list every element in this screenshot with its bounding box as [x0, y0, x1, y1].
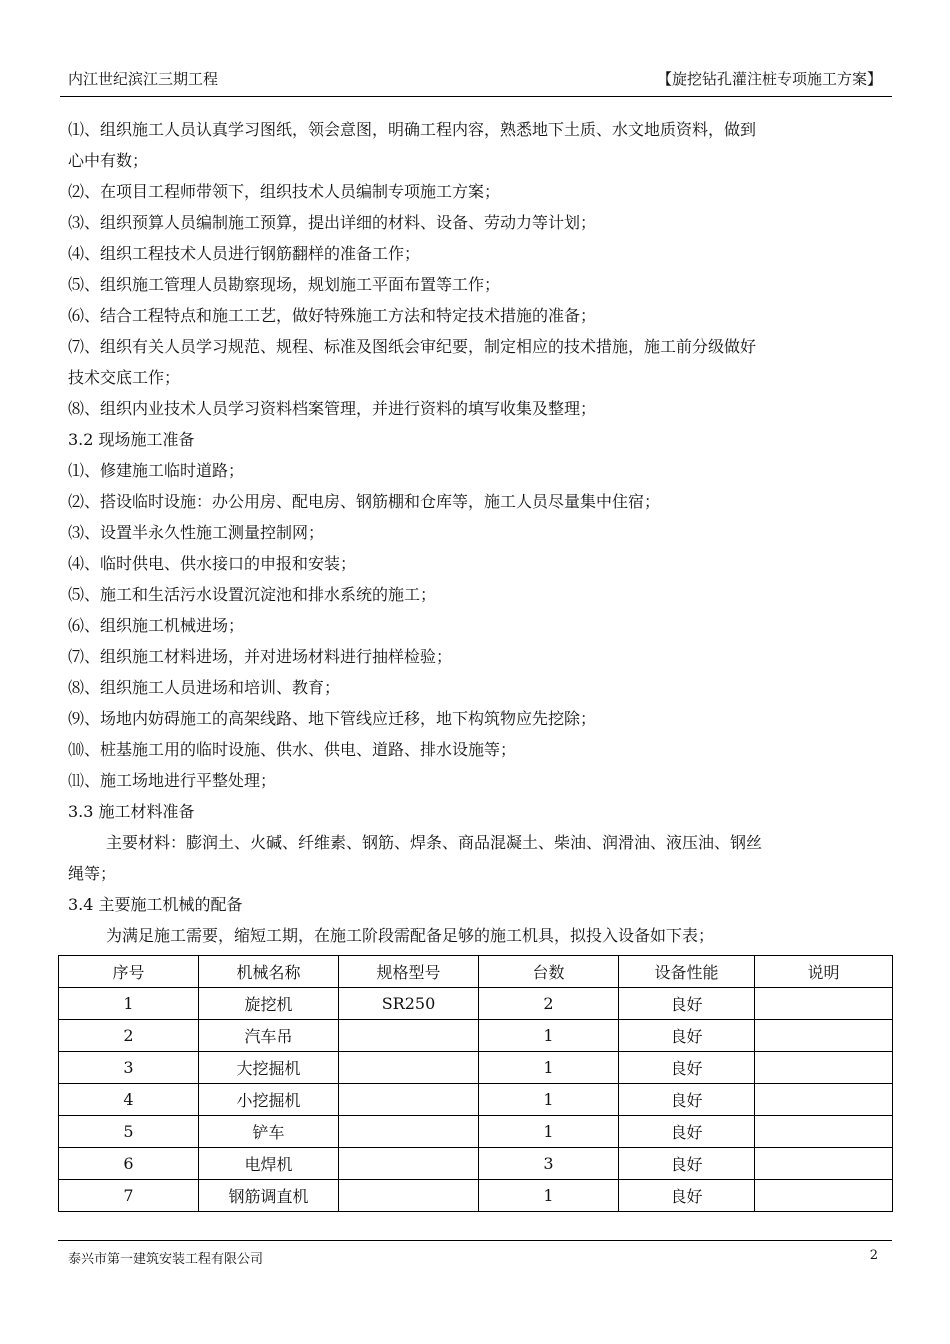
table-cell: 小挖掘机	[199, 1084, 339, 1116]
table-cell	[755, 1020, 893, 1052]
table-header-row	[59, 956, 893, 988]
paragraph-line: 技术交底工作；	[68, 368, 181, 387]
table-row	[59, 1020, 893, 1052]
table-cell: 良好	[619, 1148, 755, 1180]
table-row	[59, 988, 893, 1020]
footer-company-name: 泰兴市第一建筑安装工程有限公司	[68, 1252, 264, 1267]
page-header	[68, 68, 882, 94]
paragraph-line: ⑷、临时供电、供水接口的申报和安装；	[68, 554, 357, 573]
table-cell: 5	[59, 1116, 199, 1148]
table-cell: 旋挖机	[199, 988, 339, 1020]
table-cell: 1	[59, 988, 199, 1020]
table-cell	[755, 1116, 893, 1148]
paragraph-line: ⑴、组织施工人员认真学习图纸，领会意图，明确工程内容，熟悉地下土质、水文地质资料，做到	[68, 120, 757, 139]
table-cell: 1	[479, 1020, 619, 1052]
table-cell: 1	[479, 1180, 619, 1212]
table-cell: 3	[479, 1148, 619, 1180]
paragraph-line: ⑶、组织预算人员编制施工预算，提出详细的材料、设备、劳动力等计划；	[68, 213, 597, 232]
table-cell: 2	[479, 988, 619, 1020]
table-cell	[339, 1180, 479, 1212]
table-cell	[755, 1052, 893, 1084]
table-cell	[339, 1084, 479, 1116]
paragraph-line: ⑻、组织内业技术人员学习资料档案管理，并进行资料的填写收集及整理；	[68, 399, 597, 418]
column-header-model: 规格型号	[339, 956, 479, 988]
section-heading: 3.2 现场施工准备	[68, 430, 195, 449]
page-number: 2	[869, 1248, 878, 1263]
table-cell: 电焊机	[199, 1148, 339, 1180]
column-header-notes: 说明	[755, 956, 893, 988]
equipment-table	[58, 955, 893, 1212]
table-cell: 3	[59, 1052, 199, 1084]
table-cell	[755, 1180, 893, 1212]
header-project-name: 内江世纪滨江三期工程	[68, 70, 219, 88]
paragraph-line: ⑺、组织有关人员学习规范、规程、标准及图纸会审纪要，制定相应的技术措施，施工前分级做好	[68, 337, 757, 356]
table-cell: 1	[479, 1084, 619, 1116]
paragraph-line: ⑴、修建施工临时道路；	[68, 461, 245, 480]
table-row	[59, 1116, 893, 1148]
table-cell	[339, 1148, 479, 1180]
table-cell: 大挖掘机	[199, 1052, 339, 1084]
table-cell	[339, 1020, 479, 1052]
table-cell: 良好	[619, 1052, 755, 1084]
paragraph-line: ⑸、施工和生活污水设置沉淀池和排水系统的施工；	[68, 585, 437, 604]
table-cell: 7	[59, 1180, 199, 1212]
section-heading: 3.4 主要施工机械的配备	[68, 895, 243, 914]
column-header-condition: 设备性能	[619, 956, 755, 988]
paragraph-line: ⑽、桩基施工用的临时设施、供水、供电、道路、排水设施等；	[68, 740, 517, 759]
table-cell: 1	[479, 1116, 619, 1148]
paragraph-line: ⑶、设置半永久性施工测量控制网；	[68, 523, 325, 542]
column-header-index: 序号	[59, 956, 199, 988]
header-divider	[60, 96, 892, 97]
paragraph-line: ⑸、组织施工管理人员勘察现场，规划施工平面布置等工作；	[68, 275, 501, 294]
paragraph-line: 绳等；	[68, 864, 117, 883]
footer-divider	[58, 1240, 892, 1241]
header-document-title: 【旋挖钻孔灌注桩专项施工方案】	[656, 70, 882, 88]
paragraph-line: 为满足施工需要，缩短工期，在施工阶段需配备足够的施工机具，拟投入设备如下表；	[106, 926, 715, 945]
table-cell: SR250	[339, 988, 479, 1020]
table-row	[59, 1052, 893, 1084]
table-cell: 良好	[619, 988, 755, 1020]
table-cell	[755, 1148, 893, 1180]
section-heading: 3.3 施工材料准备	[68, 802, 195, 821]
paragraph-line: ⑾、施工场地进行平整处理；	[68, 771, 277, 790]
paragraph-line: 心中有数；	[68, 151, 149, 170]
table-cell: 良好	[619, 1116, 755, 1148]
paragraph-line: ⑼、场地内妨碍施工的高架线路、地下管线应迁移，地下构筑物应先挖除；	[68, 709, 597, 728]
table-cell	[339, 1116, 479, 1148]
table-cell	[339, 1052, 479, 1084]
paragraph-line: ⑺、组织施工材料进场，并对进场材料进行抽样检验；	[68, 647, 453, 666]
table-cell: 4	[59, 1084, 199, 1116]
paragraph-line: ⑵、在项目工程师带领下，组织技术人员编制专项施工方案；	[68, 182, 501, 201]
table-cell	[755, 1084, 893, 1116]
table-cell: 1	[479, 1052, 619, 1084]
paragraph-line: ⑷、组织工程技术人员进行钢筋翻样的准备工作；	[68, 244, 421, 263]
table-row	[59, 1180, 893, 1212]
table-cell: 铲车	[199, 1116, 339, 1148]
paragraph-line: ⑵、搭设临时设施：办公用房、配电房、钢筋棚和仓库等，施工人员尽量集中住宿；	[68, 492, 661, 511]
table-row	[59, 1084, 893, 1116]
paragraph-line: ⑹、组织施工机械进场；	[68, 616, 245, 635]
equipment-table-container	[58, 955, 892, 1212]
table-cell: 2	[59, 1020, 199, 1052]
table-cell: 良好	[619, 1084, 755, 1116]
table-cell: 6	[59, 1148, 199, 1180]
table-cell: 钢筋调直机	[199, 1180, 339, 1212]
paragraph-line: ⑹、结合工程特点和施工工艺，做好特殊施工方法和特定技术措施的准备；	[68, 306, 597, 325]
table-cell: 汽车吊	[199, 1020, 339, 1052]
table-cell: 良好	[619, 1180, 755, 1212]
paragraph-line: 主要材料：膨润土、火碱、纤维素、钢筋、焊条、商品混凝土、柴油、润滑油、液压油、钢丝	[106, 833, 763, 852]
paragraph-line: ⑻、组织施工人员进场和培训、教育；	[68, 678, 341, 697]
table-cell	[755, 988, 893, 1020]
document-body	[68, 114, 890, 951]
table-cell: 良好	[619, 1020, 755, 1052]
table-row	[59, 1148, 893, 1180]
column-header-quantity: 台数	[479, 956, 619, 988]
column-header-machine-name: 机械名称	[199, 956, 339, 988]
